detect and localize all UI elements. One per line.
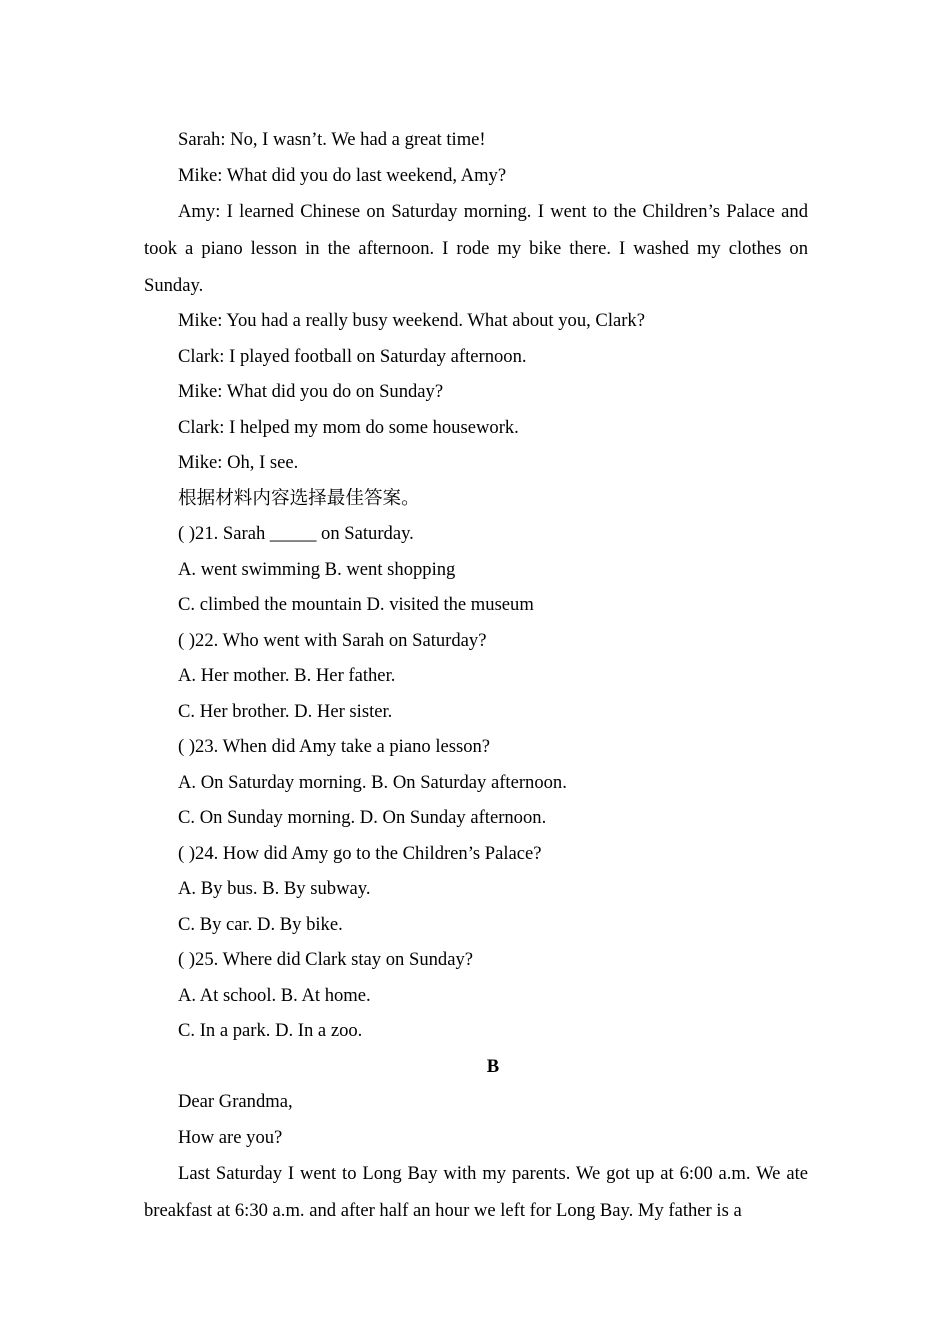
question-options: C. climbed the mountain D. visited the museum xyxy=(178,594,534,615)
letter-greeting: Dear Grandma, xyxy=(178,1091,293,1112)
question-options: A. Her mother. B. Her father. xyxy=(178,665,396,686)
question-24 xyxy=(144,836,808,943)
dialogue-line: Mike: Oh, I see. xyxy=(178,452,299,473)
dialogue-line: Mike: What did you do on Sunday? xyxy=(178,381,444,402)
question-options: A. went swimming B. went shopping xyxy=(178,558,456,580)
question-21 xyxy=(144,516,808,623)
dialogue-line: Clark: I played football on Saturday afternoon. xyxy=(178,345,527,367)
question-options: A. At school. B. At home. xyxy=(178,984,371,1006)
document-page xyxy=(144,122,808,1228)
question-options: C. On Sunday morning. D. On Sunday afternoon. xyxy=(178,807,547,828)
question-22 xyxy=(144,623,808,730)
letter-paragraph: Last Saturday I went to Long Bay with my parents. We got up at 6:00 a.m. We ate breakfast at 6:30 a.m. and after half an hour we left for Long Bay. My father is a xyxy=(144,1163,808,1221)
question-options: C. Her brother. D. Her sister. xyxy=(178,700,393,722)
question-options: C. In a park. D. In a zoo. xyxy=(178,1020,363,1041)
dialogue-line: Mike: You had a really busy weekend. What about you, Clark? xyxy=(178,310,645,331)
question-25 xyxy=(144,942,808,1049)
question-23 xyxy=(144,729,808,836)
amy-paragraph: Amy: I learned Chinese on Saturday morning. I went to the Children’s Palace and took a piano lesson in the afternoon. I rode my bike there. I washed my clothes on Sunday. xyxy=(144,201,808,296)
question-stem: ( )25. Where did Clark stay on Sunday? xyxy=(178,949,474,970)
question-options: A. On Saturday morning. B. On Saturday afternoon. xyxy=(178,771,567,793)
question-stem: ( )23. When did Amy take a piano lesson? xyxy=(178,736,491,757)
question-stem: ( )21. Sarah _____ on Saturday. xyxy=(178,523,414,544)
dialogue-line: Mike: What did you do last weekend, Amy? xyxy=(178,164,507,186)
question-options: A. By bus. B. By subway. xyxy=(178,878,371,899)
dialogue-line: Sarah: No, I wasn’t. We had a great time! xyxy=(178,129,486,150)
instruction-text: 根据材料内容选择最佳答案。 xyxy=(178,487,420,509)
section-b-heading: B xyxy=(486,1055,500,1077)
dialogue-line: Clark: I helped my mom do some housework. xyxy=(178,416,519,438)
question-stem: ( )24. How did Amy go to the Children’s Palace? xyxy=(178,842,542,864)
question-stem: ( )22. Who went with Sarah on Saturday? xyxy=(178,629,487,651)
question-options: C. By car. D. By bike. xyxy=(178,913,343,935)
letter-opening: How are you? xyxy=(178,1126,283,1148)
